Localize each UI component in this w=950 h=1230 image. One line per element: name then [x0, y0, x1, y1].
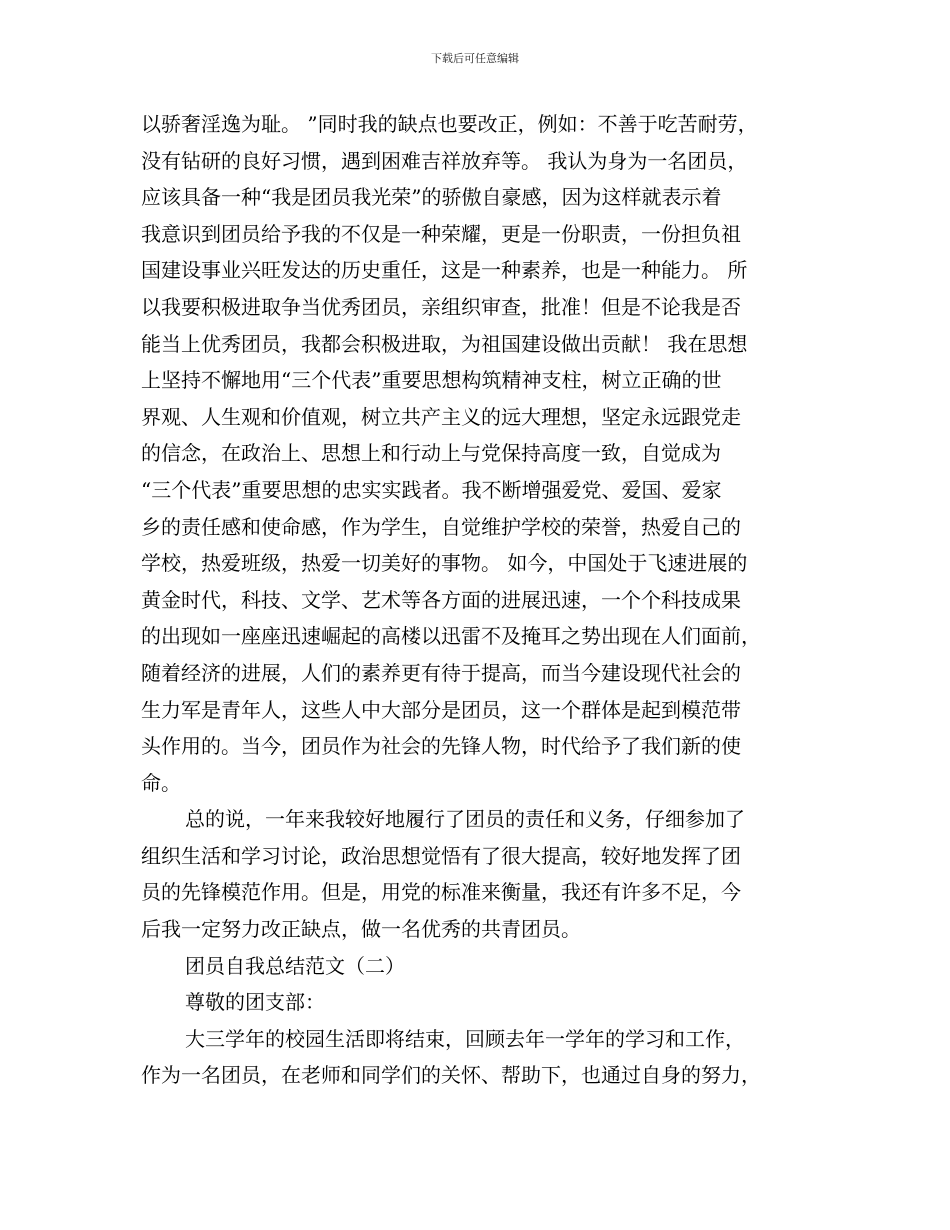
text-line: 我意识到团员给予我的不仅是一种荣耀，更是一份职责，一份担负祖 [141, 221, 741, 246]
text-line: 没有钻研的良好习惯，遇到困难吉祥放弃等。 我认为身为一名团员， [141, 148, 748, 173]
text-line: 组织生活和学习讨论，政治思想觉悟有了很大提高，较好地发挥了团 [141, 843, 741, 868]
text-line: “三个代表”重要思想的忠实实践者。我不断增强爱党、爱国、爱家 [141, 477, 722, 502]
page-header: 下载后可任意编辑 [431, 52, 519, 65]
text-line: 命。 [141, 770, 181, 795]
text-line: 乡的责任感和使命感，作为学生，自觉维护学校的荣誉，热爱自己的 [141, 514, 741, 539]
text-line: 尊敬的团支部： [185, 990, 325, 1015]
text-line: 以我要积极进取争当优秀团员，亲组织审查，批准！但是不论我是否 [141, 294, 741, 319]
text-line: 员的先锋模范作用。但是，用党的标准来衡量，我还有许多不足，今 [141, 880, 741, 905]
text-line: 大三学年的校园生活即将结束，回顾去年一学年的学习和工作， [185, 1026, 745, 1051]
text-line: 黄金时代，科技、文学、艺术等各方面的进展迅速，一个个科技成果 [141, 587, 741, 612]
text-line: 后我一定努力改正缺点，做一名优秀的共青团员。 [141, 917, 581, 942]
text-line: 生力军是青年人，这些人中大部分是团员，这一个群体是起到模范带 [141, 697, 741, 722]
text-line: 学校，热爱班级，热爱一切美好的事物。 如今，中国处于飞速进展的 [141, 551, 748, 576]
text-line: 头作用的。当今，团员作为社会的先锋人物，时代给予了我们新的使 [141, 734, 741, 759]
document-body [141, 106, 811, 1094]
text-line: 能当上优秀团员，我都会积极进取，为祖国建设做出贡献！ 我在思想 [141, 331, 748, 356]
text-line: 应该具备一种“我是团员我光荣”的骄傲自豪感，因为这样就表示着 [141, 185, 722, 210]
text-line: 作为一名团员，在老师和同学们的关怀、帮助下，也通过自身的努力， [141, 1063, 761, 1088]
text-line: 总的说，一年来我较好地履行了团员的责任和义务，仔细参加了 [185, 807, 745, 832]
text-line: 以骄奢淫逸为耻。 ”同时我的缺点也要改正，例如：不善于吃苦耐劳， [141, 112, 758, 136]
text-line: 的信念，在政治上、思想上和行动上与党保持高度一致，自觉成为 [141, 441, 721, 466]
text-line: 国建设事业兴旺发达的历史重任，这是一种素养，也是一种能力。 所 [141, 258, 748, 283]
text-line: 的出现如一座座迅速崛起的高楼以迅雷不及掩耳之势出现在人们面前， [141, 624, 761, 649]
text-line: 上坚持不懈地用“三个代表”重要思想构筑精神支柱，树立正确的世 [141, 368, 722, 393]
text-line: 界观、人生观和价值观，树立共产主义的远大理想，坚定永远跟党走 [141, 404, 741, 429]
text-line: 团员自我总结范文（二） [185, 953, 405, 978]
text-line: 随着经济的进展，人们的素养更有待于提高，而当今建设现代社会的 [141, 660, 741, 685]
